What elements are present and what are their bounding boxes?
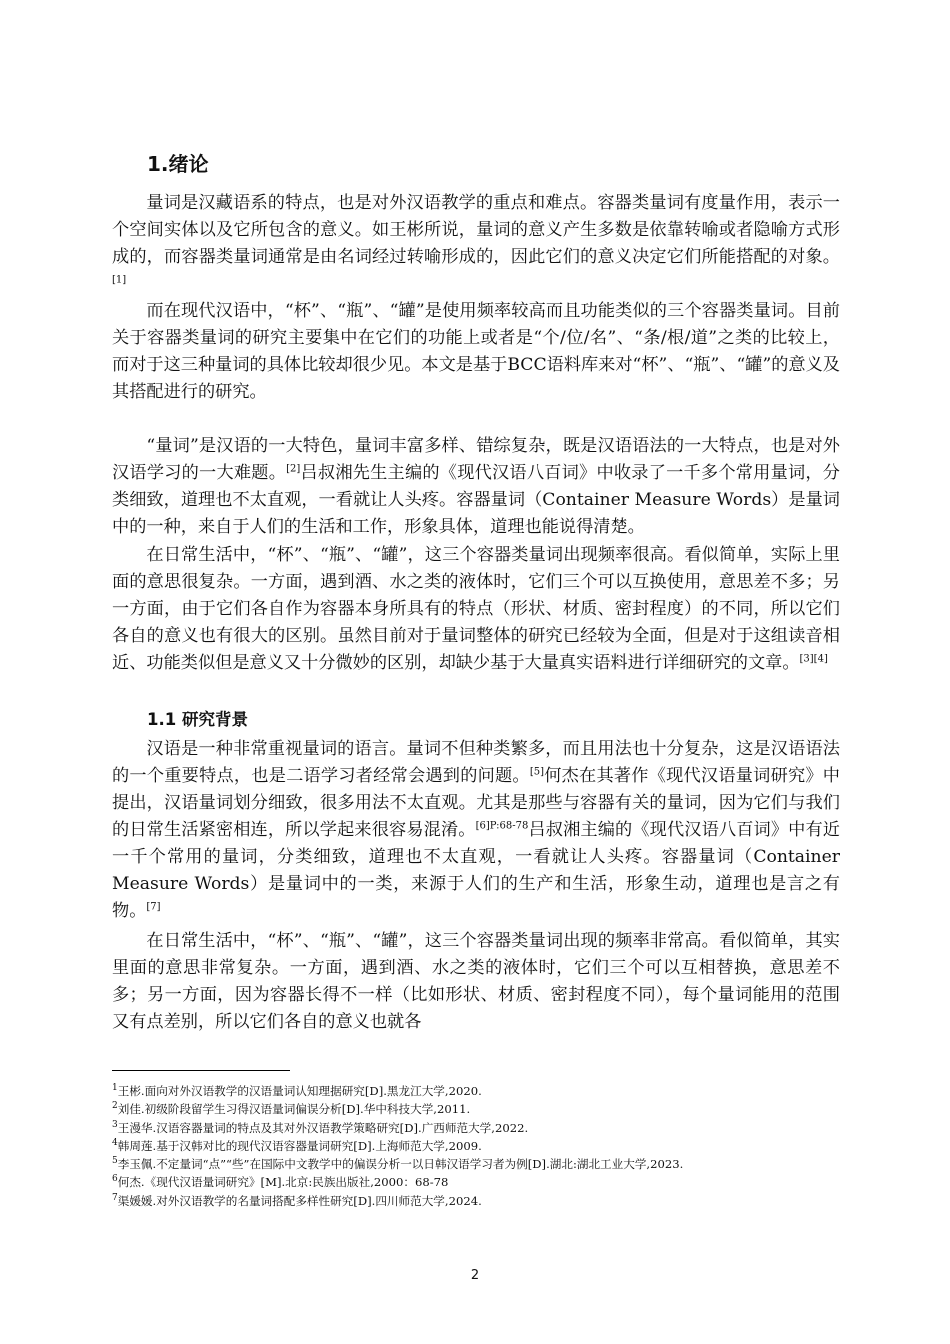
paragraph-5-text-a: 汉语是一种非常重视量词的语言。量词不但种类繁多，而且用法也十分复杂，这是汉语语法的一个重要特点，也是二语学习者经常会遇到的问题。 [112,739,840,786]
paragraph-5-text-b: 何杰在其著作《现代汉语量词研究》中提出，汉语量词划分细致，很多用法不太直观。尤其是那些与容器有关的量词，因为它们与我们的日常生活紧密相连，所以学起来很容易混淆。 [112,766,840,840]
footnote-item [112,1120,840,1136]
footnote-item [112,1083,840,1099]
citation-ref: [1] [112,274,127,286]
paragraph-4-text: 在日常生活中，“杯”、“瓶”、“罐”，这三个容器类量词出现频率很高。看似简单，实际上里面的意思很复杂。一方面，遇到酒、水之类的液体时，它们三个可以互换使用，意思差不多；另一方面，由于它们各自作为容器本身所具有的特点（形状、材质、密封程度）的不同，所以它们各自的意义也有很大的区别。虽然目前对于量词整体的研究已经较为全面，但是对于这组读音相近、功能类似但是意义又十分微妙的区别，却缺少基于大量真实语料进行详细研究的文章。 [112,545,840,673]
footnote-text: 韩周莲.基于汉韩对比的现代汉语容器量词研究[D].上海师范大学,2009. [117,1138,482,1153]
paragraph-1-text: 量词是汉藏语系的特点，也是对外汉语教学的重点和难点。容器类量词有度量作用，表示一个空间实体以及它所包含的意义。如王彬所说，量词的意义产生多数是依靠转喻或者隐喻方式形成的，而容器类量词通常是由名词经过转喻形成的，因此它们的意义决定它们所能搭配的对象。 [112,193,840,267]
citation-ref: [5] [529,766,545,778]
citation-ref: [7] [146,901,161,913]
page-number: 2 [470,1268,480,1283]
footnote-number: 6 [112,1174,118,1185]
footnote-item [112,1101,840,1117]
paragraph-1 [112,190,840,298]
footnote-item [112,1138,840,1154]
footnote-separator [112,1070,290,1071]
paragraph-3-text-b: 吕叔湘先生主编的《现代汉语八百词》中收录了一千多个常用量词，分类细致，道理也不太直观，一看就让人头疼。容器量词（Container Measure Words）是量词中的一种，来自于人们的生活和工作，形象具体，道理也能说得清楚。 [112,463,840,537]
section-heading: 1.1 研究背景 [147,710,248,729]
chapter-heading: 1.绪论 [147,152,209,176]
footnote-text: 王彬.面向对外汉语教学的汉语量词认知理据研究[D].黑龙江大学,2020. [117,1084,482,1098]
footnote-text: 渠媛媛.对外汉语教学的名量词搭配多样性研究[D].四川师范大学,2024. [117,1193,482,1208]
paragraph-3 [112,433,840,541]
footnote-number: 1 [112,1083,118,1094]
paragraph-2-text: 而在现代汉语中，“杯”、“瓶”、“罐”是使用频率较高而且功能类似的三个容器类量词。目前关于容器类量词的研究主要集中在它们的功能上或者是“个/位/名”、“条/根/道”之类的比较上，而对于这三种量词的具体比较却很少见。本文是基于BCC语料库来对“杯”、“瓶”、“罐”的意义及其搭配进行的研究。 [112,301,840,402]
footnote-number: 2 [112,1101,118,1112]
footnote-number: 5 [112,1156,118,1167]
paragraph-6-text: 在日常生活中，“杯”、“瓶”、“罐”，这三个容器类量词出现的频率非常高。看似简单，其实里面的意思非常复杂。一方面，遇到酒、水之类的液体时，它们三个可以互相替换，意思差不多；另一方面，因为容器长得不一样（比如形状、材质、密封程度不同），每个量词能用的范围又有点差别，所以它们各自的意义也就各 [112,931,840,1032]
footnote-item [112,1156,840,1172]
paragraph-2 [112,298,840,406]
citation-ref: [3][4] [799,653,828,665]
footnote-list [112,1083,840,1211]
footnote-item [112,1174,840,1190]
footnote-number: 7 [112,1192,118,1203]
footnote-text: 李玉佩.不定量词“点”“些”在国际中文教学中的偏误分析一以日韩汉语学习者为例[D].湖北:湖北工业大学,2023. [117,1157,684,1172]
paragraph-5 [112,736,840,925]
footnote-text: 王漫华.汉语容器量词的特点及其对外汉语教学策略研究[D].广西师范大学,2022. [117,1120,529,1135]
paragraph-5-text-c: 吕叔湘主编的《现代汉语八百词》中有近一千个常用的量词，分类细致，道理也不太直观，一看就让人头疼。容器量词（Container Measure Words）是量词中的一类，来源于人们的生产和生活，形象生动，道理也是言之有物。 [112,820,840,921]
footnote-text: 何杰.《现代汉语量词研究》[M].北京:民族出版社,2000：68-78 [117,1175,449,1190]
footnote-number: 3 [112,1119,118,1130]
footnote-item [112,1193,840,1209]
citation-ref: [2] [286,463,301,475]
paragraph-6 [112,928,840,1036]
paragraph-4 [112,542,840,677]
footnote-text: 刘佳.初级阶段留学生习得汉语量词偏误分析[D].华中科技大学,2011. [117,1102,471,1117]
paragraph-3-text-a: “量词”是汉语的一大特色，量词丰富多样、错综复杂，既是汉语语法的一大特点，也是对外汉语学习的一大难题。 [112,436,840,483]
footnote-number: 4 [112,1138,118,1149]
citation-ref: [6]P:68-78 [475,820,529,832]
